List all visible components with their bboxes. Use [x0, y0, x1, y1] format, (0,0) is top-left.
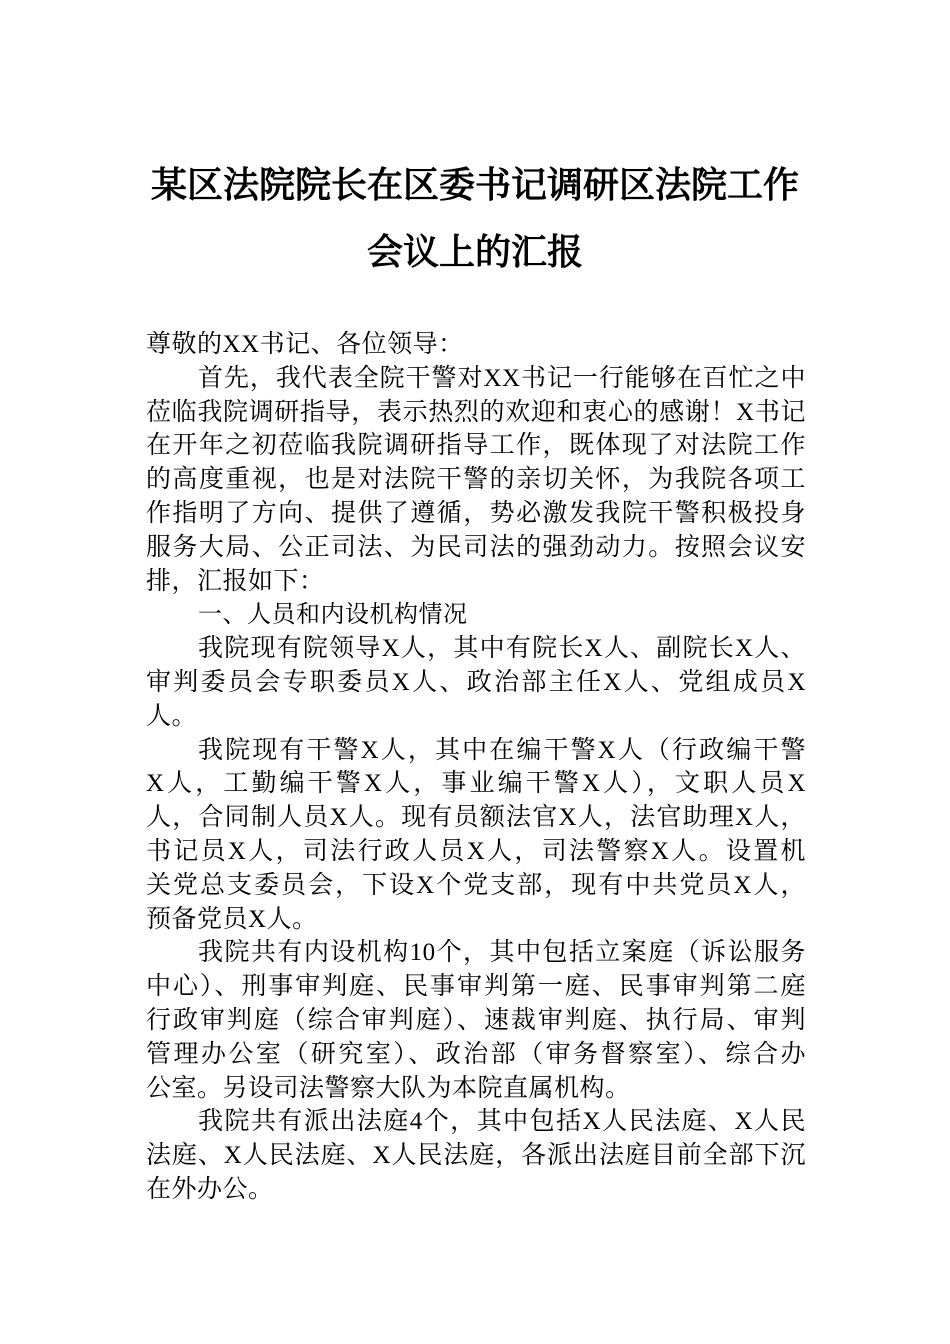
paragraph	[146, 1105, 806, 1206]
text-line: 法庭、X人民法庭、X人民法庭，各派出法庭目前全部下沉	[146, 1142, 806, 1170]
text-line: 预备党员X人。	[146, 905, 318, 933]
text-line: 中心）、刑事审判庭、民事审判第一庭、民事审判第二庭	[146, 973, 806, 1001]
salutation: 尊敬的XX书记、各位领导：	[146, 331, 464, 358]
text-line: 作指明了方向、提供了遵循，势必激发我院干警积极投身	[146, 499, 806, 527]
document-title-line-2: 会议上的汇报	[366, 232, 583, 272]
paragraph	[146, 734, 806, 937]
text-line: 首先，我代表全院干警对XX书记一行能够在百忙之中	[198, 364, 806, 392]
text-line: 服务大局、公正司法、为民司法的强劲动力。按照会议安	[146, 533, 806, 561]
text-line: 关党总支委员会，下设X个党支部，现有中共党员X人，	[146, 871, 806, 899]
text-line: 管理办公室（研究室）、政治部（审务督察室）、综合办	[146, 1040, 806, 1068]
paragraph	[146, 936, 806, 1105]
text-line: 我院现有院领导X人，其中有院长X人、副院长X人、	[198, 635, 806, 663]
text-line: 我院共有派出法庭4个，其中包括X人民法庭、X人民	[198, 1108, 806, 1136]
text-line: 一、人员和内设机构情况	[198, 601, 468, 629]
text-line: 人，合同制人员X人。现有员额法官X人，法官助理X人，	[146, 804, 806, 832]
text-line: 的高度重视，也是对法院干警的亲切关怀，为我院各项工	[146, 466, 806, 494]
text-line: 人。	[146, 702, 198, 730]
text-line: 我院共有内设机构10个，其中包括立案庭（诉讼服务	[198, 939, 806, 967]
text-line: 我院现有干警X人，其中在编干警X人（行政编干警	[198, 736, 806, 764]
text-line: 在外办公。	[146, 1175, 274, 1203]
text-line: 公室。另设司法警察大队为本院直属机构。	[146, 1074, 631, 1102]
text-line: 莅临我院调研指导，表示热烈的欢迎和衷心的感谢！X书记	[146, 398, 806, 426]
text-line: 在开年之初莅临我院调研指导工作，既体现了对法院工作	[146, 432, 806, 460]
paragraph	[146, 362, 806, 599]
text-line: X人，工勤编干警X人，事业编干警X人），文职人员X	[146, 770, 806, 798]
text-line: 审判委员会专职委员X人、政治部主任X人、党组成员X	[146, 668, 806, 696]
document-title-line-1: 某区法院院长在区委书记调研区法院工作	[150, 165, 799, 205]
paragraph	[146, 632, 806, 733]
text-line: 行政审判庭（综合审判庭）、速裁审判庭、执行局、审判	[146, 1006, 806, 1034]
text-line: 书记员X人，司法行政人员X人，司法警察X人。设置机	[146, 837, 806, 865]
section-heading	[146, 598, 806, 632]
document-body	[146, 328, 806, 1207]
text-line: 排，汇报如下：	[146, 567, 325, 595]
